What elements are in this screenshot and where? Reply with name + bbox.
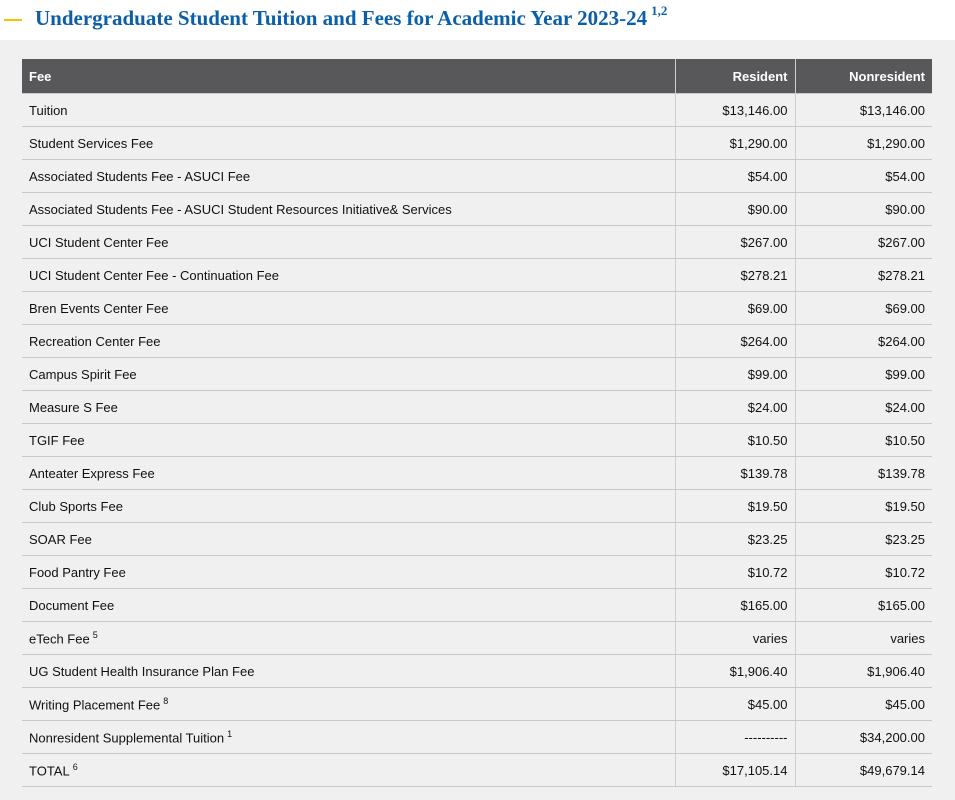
resident-amount: $264.00 — [675, 325, 795, 358]
fee-name: Club Sports Fee — [29, 498, 123, 514]
table-row — [22, 688, 932, 721]
fee-name-cell — [22, 556, 675, 589]
fee-name-cell — [22, 358, 675, 391]
nonresident-amount: $49,679.14 — [795, 754, 932, 787]
fee-name: TGIF Fee — [29, 432, 85, 448]
table-row — [22, 391, 932, 424]
fee-name-cell — [22, 490, 675, 523]
fee-name-cell — [22, 325, 675, 358]
resident-amount: $69.00 — [675, 292, 795, 325]
resident-amount: $45.00 — [675, 688, 795, 721]
nonresident-amount: $99.00 — [795, 358, 932, 391]
fee-name: UCI Student Center Fee — [29, 234, 169, 250]
fee-name-cell — [22, 589, 675, 622]
resident-amount: $99.00 — [675, 358, 795, 391]
fee-name-cell — [22, 523, 675, 556]
nonresident-amount: $139.78 — [795, 457, 932, 490]
table-row — [22, 259, 932, 292]
table-row — [22, 556, 932, 589]
fee-footnote: 5 — [92, 629, 98, 640]
fee-name: Bren Events Center Fee — [29, 300, 169, 316]
fee-name-cell — [22, 127, 675, 160]
resident-amount: $1,290.00 — [675, 127, 795, 160]
resident-amount: $139.78 — [675, 457, 795, 490]
nonresident-amount: $13,146.00 — [795, 94, 932, 127]
fee-name-cell — [22, 622, 675, 655]
resident-amount: $267.00 — [675, 226, 795, 259]
fee-name-cell — [22, 457, 675, 490]
nonresident-amount: $1,290.00 — [795, 127, 932, 160]
column-header-resident: Resident — [675, 59, 795, 94]
table-panel — [0, 40, 955, 800]
table-row — [22, 292, 932, 325]
nonresident-amount: $10.72 — [795, 556, 932, 589]
fee-name-cell — [22, 160, 675, 193]
accent-bar — [4, 19, 22, 21]
table-row — [22, 226, 932, 259]
fee-name-cell — [22, 655, 675, 688]
table-row — [22, 457, 932, 490]
table-row — [22, 160, 932, 193]
resident-amount: $54.00 — [675, 160, 795, 193]
fee-name: Recreation Center Fee — [29, 333, 161, 349]
fee-name-cell — [22, 193, 675, 226]
nonresident-amount: $45.00 — [795, 688, 932, 721]
nonresident-amount: $19.50 — [795, 490, 932, 523]
fee-name: Writing Placement Fee — [29, 697, 161, 713]
resident-amount: $13,146.00 — [675, 94, 795, 127]
nonresident-amount: $54.00 — [795, 160, 932, 193]
table-row — [22, 325, 932, 358]
fee-name-cell — [22, 424, 675, 457]
table-row — [22, 193, 932, 226]
fee-name: Tuition — [29, 102, 68, 118]
table-row — [22, 424, 932, 457]
fee-name-cell — [22, 688, 675, 721]
resident-amount: $17,105.14 — [675, 754, 795, 787]
column-header-nonresident: Nonresident — [795, 59, 932, 94]
resident-amount: $90.00 — [675, 193, 795, 226]
fee-name: Anteater Express Fee — [29, 465, 155, 481]
nonresident-amount: $34,200.00 — [795, 721, 932, 754]
fees-table-body — [22, 94, 932, 787]
fee-footnote: 1 — [227, 728, 233, 739]
page-title-text: Undergraduate Student Tuition and Fees for Academic Year 2023-24 — [35, 6, 648, 30]
fee-name: Food Pantry Fee — [29, 564, 126, 580]
resident-amount: $278.21 — [675, 259, 795, 292]
nonresident-amount: $90.00 — [795, 193, 932, 226]
fee-name: Associated Students Fee - ASUCI Fee — [29, 168, 251, 184]
fee-name-cell — [22, 721, 675, 754]
fee-footnote: 8 — [163, 695, 169, 706]
resident-amount: $10.50 — [675, 424, 795, 457]
nonresident-amount: $69.00 — [795, 292, 932, 325]
table-row — [22, 94, 932, 127]
table-row — [22, 754, 932, 787]
table-row — [22, 490, 932, 523]
fee-name-cell — [22, 754, 675, 787]
table-row — [22, 655, 932, 688]
resident-amount: $19.50 — [675, 490, 795, 523]
table-row — [22, 622, 932, 655]
fee-name-cell — [22, 226, 675, 259]
fee-name-cell — [22, 391, 675, 424]
nonresident-amount: $10.50 — [795, 424, 932, 457]
resident-amount: $10.72 — [675, 556, 795, 589]
fee-name: Measure S Fee — [29, 399, 118, 415]
table-row — [22, 721, 932, 754]
nonresident-amount: $165.00 — [795, 589, 932, 622]
fee-name: eTech Fee — [29, 631, 90, 647]
page-title-footnote: 1,2 — [651, 3, 668, 18]
fee-name: Student Services Fee — [29, 135, 154, 151]
fee-name: Associated Students Fee - ASUCI Student Resources Initiative& Services — [29, 201, 452, 217]
table-header-row — [22, 59, 932, 94]
nonresident-amount: varies — [795, 622, 932, 655]
fee-name-cell — [22, 94, 675, 127]
nonresident-amount: $264.00 — [795, 325, 932, 358]
table-row — [22, 127, 932, 160]
table-row — [22, 523, 932, 556]
nonresident-amount: $24.00 — [795, 391, 932, 424]
nonresident-amount: $267.00 — [795, 226, 932, 259]
fee-name: TOTAL — [29, 763, 70, 779]
table-row — [22, 589, 932, 622]
page-heading — [0, 0, 955, 40]
page-title — [35, 5, 667, 31]
resident-amount: $23.25 — [675, 523, 795, 556]
fee-footnote: 6 — [72, 761, 78, 772]
resident-amount: ---------- — [675, 721, 795, 754]
nonresident-amount: $278.21 — [795, 259, 932, 292]
fee-name: UCI Student Center Fee - Continuation Fee — [29, 267, 280, 283]
fee-name: Document Fee — [29, 597, 115, 613]
fees-table — [22, 59, 932, 787]
fee-name: SOAR Fee — [29, 531, 92, 547]
nonresident-amount: $23.25 — [795, 523, 932, 556]
fee-name: Campus Spirit Fee — [29, 366, 137, 382]
fee-name: Nonresident Supplemental Tuition — [29, 730, 225, 746]
resident-amount: varies — [675, 622, 795, 655]
fee-name: UG Student Health Insurance Plan Fee — [29, 663, 255, 679]
fee-name-cell — [22, 292, 675, 325]
fee-name-cell — [22, 259, 675, 292]
table-row — [22, 358, 932, 391]
resident-amount: $24.00 — [675, 391, 795, 424]
nonresident-amount: $1,906.40 — [795, 655, 932, 688]
resident-amount: $1,906.40 — [675, 655, 795, 688]
resident-amount: $165.00 — [675, 589, 795, 622]
column-header-fee: Fee — [22, 59, 675, 94]
